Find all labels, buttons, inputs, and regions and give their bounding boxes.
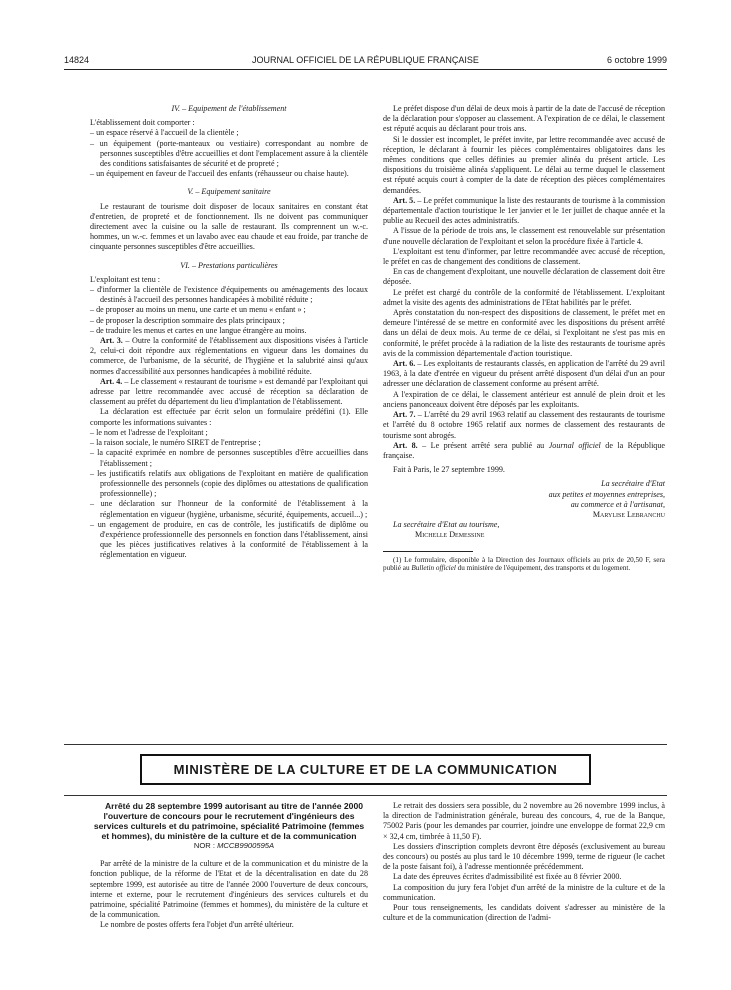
paragraph: La composition du jury fera l'objet d'un arrêté de la ministre de la culture et de la communication. [383,882,665,902]
list-item: – un espace réservé à l'accueil de la clientèle ; [90,128,239,138]
paragraph: Par arrêté de la ministre de la culture et de la communication et du ministre de la fonction publique, de la réforme de l'Etat et de la décentralisation en date du 28 septembre 1999, est autorisée au titre de l'année 2000 l'ouverture de deux concours, interne et externe, pour le recrutement d'ingénieurs des services culturels et du patrimoine, spécialité Patrimoine (femmes et hommes), du ministère de la culture et de la communication. [90,859,368,920]
list-item: – les justificatifs relatifs aux obligations de l'exploitant en matière de qualification professionnelle des personnels (copie des diplômes ou attestations de qualification professionnelle) ; [90,468,368,499]
list-item: – un engagement de produire, en cas de contrôle, les justificatifs de diplôme ou d'expérience professionnelle des personnels en fonction dans l'établissement, ainsi que les pièces justificatives relatives à la conformité de l'établissement à la réglementation en vigueur. [90,519,368,560]
paragraph: A l'issue de la période de trois ans, le classement est renouvelable sur présentation d'une nouvelle déclaration de l'exploitant et selon la procédure fixée à l'article 4. [383,226,665,246]
left-column [90,104,368,561]
paragraph: Les dossiers d'inscription complets devront être déposés (exclusivement au bureau des concours) ou postés au plus tard le 10 décembre 1999, terme de rigueur (le cachet de la poste faisant foi), à l'adresse mentionnée précédemment. [383,841,665,872]
paragraph: En cas de changement d'exploitant, une nouvelle déclaration de classement doit être déposée. [383,267,665,287]
list-item: – un équipement (porte-manteaux ou vestiaire) correspondant au nombre de personnes susceptibles d'être accueillies et dont l'emplacement assure à la clientèle des conditions satisfaisantes de sécurité et de propreté ; [90,138,368,169]
article-text: – Les exploitants de restaurants classés, en application de l'arrêté du 29 avril 1963, à la date d'entrée en vigueur du présent arrêté disposent d'un délai d'un an pour adresser une déclaration de classement conforme au présent arrêté. [383,359,665,389]
article-text: – L'arrêté du 29 avril 1963 relatif au classement des restaurants de tourisme et l'arrêté du 8 octobre 1965 relatif aux normes de classement des restaurants de tourisme sont abrogés. [383,410,666,440]
page-number: 14824 [64,55,90,65]
list-item: – le nom et l'adresse de l'exploitant ; [90,427,208,437]
journal-name: Journal officiel [548,440,601,450]
article-4 [90,377,368,408]
list-item: – la raison sociale, le numéro SIRET de l'entreprise ; [90,438,261,448]
article-label: Art. 4. [100,376,123,386]
list-item: – une déclaration sur l'honneur de la conformité de l'établissement à la réglementation en vigueur (hygiène, urbanisme, sécurité, équipements, accueil...) ; [90,499,368,519]
ministry-rule-top [64,744,667,745]
section-5-title: V. – Equipement sanitaire [187,187,271,197]
footnote-rule [383,551,473,552]
page-header [64,55,667,69]
list-item: – la capacité exprimée en nombre de personnes susceptibles d'être accueillies dans l'établissement ; [90,448,368,468]
section-4-title: IV. – Equipement de l'établissement [171,104,287,113]
article-3 [90,336,368,377]
list-item: – un équipement en faveur de l'accueil des enfants (réhausseur ou chaise haute). [90,169,349,179]
paragraph: Le retrait des dossiers sera possible, du 2 novembre au 26 novembre 1999 inclus, à la direction de l'administration générale, bureau des concours, 4, rue de la Banque, 75002 Paris (pour les demandes par courrier, joindre une enveloppe de format 22,9 cm × 32,4 cm, timbrée à 11,50 F). [383,801,665,841]
article-text: – Le présent arrêté sera publié au [417,440,549,450]
header-rule [64,69,667,70]
article-text: – Le classement « restaurant de tourisme » est demandé par l'exploitant qui adresse par lettre recommandée avec accusé de réception sa déclaration de classement au préfet du département du lieu d'implantation de l'établissement. [90,376,368,407]
article-text: de la République française. [383,440,665,460]
article-text: – Le préfet communique la liste des restaurants de tourisme à la commission départementale d'action touristique le 1er janvier et le 1er juillet de chaque année et la publie au Recueil des actes administratifs. [383,195,666,226]
ministry-banner: MINISTÈRE DE LA CULTURE ET DE LA COMMUNICATION [140,754,591,785]
list-item: – d'informer la clientèle de l'existence d'équipements ou aménagements des locaux destinés à l'accueil des personnes handicapées à mobilité réduite ; [90,285,368,305]
section-5-text: Le restaurant de tourisme doit disposer de locaux sanitaires en constant état d'entretien, de propreté et de fonctionnement. Ils ne doivent pas communiquer directement avec la cuisine ou la salle de restaurant. Ils comprennent un w.-c. hommes, un w.-c. femmes et un lavabo avec eau chaude et eau froide, par tranche de cinquante personnes susceptibles d'être accueillies. [90,201,368,252]
article-text: – Outre la conformité de l'établissement aux dispositions visées à l'article 2, celui-ci doit répondre aux réglementations en vigueur dans les domaines du commerce, de l'urbanisme, de la sécurité, de l'hygiène et la salubrité ainsi qu'aux normes d'accessibilité aux personnes handicapées à mobilité réduite. [90,336,369,376]
footnote: (1) Le formulaire, disponible à la Direction des Journaux officiels au prix de 20,50 F, sera publié au Bulletin officiel du ministère de l'équipement, des transports et du logement. [383,555,665,573]
paragraph: Pour tous renseignements, les candidats doivent s'adresser au ministère de la culture et de la communication (direction de l'admi- [383,903,665,923]
paragraph: Le préfet est chargé du contrôle de la conformité de l'établissement. L'exploitant admet la visite des agents des administrations de l'Etat habilités par le préfet. [383,287,665,307]
issue-date: 6 octobre 1999 [606,55,667,65]
decree-title: Arrêté du 28 septembre 1999 autorisant au titre de l'année 2000 l'ouverture de concours pour le recrutement d'ingénieurs des services culturels et du patrimoine, spécialité Patrimoine (femmes et hommes), du ministère de la culture et de la communication [93,801,365,841]
paragraph: Le préfet dispose d'un délai de deux mois à partir de la date de l'accusé de réception de la déclaration pour s'opposer au classement. A l'expiration de ce délai, le classement est réputé acquis au déclarant pour trois ans. [383,104,665,134]
nor-reference: NOR : MCCB9900595A [193,841,275,850]
signatory-name: Marylise Lebranchu [592,509,665,519]
paragraph: Si le dossier est incomplet, le préfet invite, par lettre recommandée avec accusé de réception, le déclarant à fournir les pièces complémentaires obligatoires dans les mêmes conditions que celles définies au premier alinéa du présent article. Les dispositions du troisième alinéa s'appliquent. Le délai au terme duquel le classement est réputé acquis court à compter de la date de réception des pièces complémentaires demandées. [383,134,665,195]
article-7 [383,410,665,441]
signatory-title: La secrétaire d'Etat [601,479,665,489]
signing-place-date: Fait à Paris, le 27 septembre 1999. [393,465,505,475]
signatory-name: Michelle Demessine [415,530,485,540]
article-label: Art. 5. [393,195,416,205]
section-4-intro: L'établissement doit comporter : [90,118,195,128]
paragraph: A l'expiration de ce délai, le classement antérieur est annulé de plein droit et les anciens panonceaux doivent être déposés par les exploitants. [383,389,665,409]
section-6-title: VI. – Prestations particulières [180,260,278,270]
decree-right-column [383,801,665,923]
article-6 [383,359,665,390]
article-8 [383,441,665,461]
article-label: Art. 6. [393,359,416,369]
signatory-title: La secrétaire d'Etat au tourisme, [393,520,500,530]
paragraph: La déclaration est effectuée par écrit selon un formulaire prédéfini (1). Elle comporte les informations suivantes : [90,407,368,427]
signatory-title: au commerce et à l'artisanat, [570,499,665,509]
paragraph: Après constatation du non-respect des dispositions de classement, le préfet met en demeure l'intéressé de se mettre en conformité avec les dispositions du présent arrêté dans un délai de deux mois. Au terme de ce délai, si l'exploitant ne s'est pas mis en conformité, le préfet procède à la radiation de la liste des restaurants de tourisme après avis de la commission départementale d'action touristique. [383,308,665,358]
signatory-title: aux petites et moyennes entreprises, [548,489,665,499]
article-label: Art. 3. [100,336,123,346]
article-5 [383,196,665,227]
article-label: Art. 7. [393,410,416,420]
decree-left-column [90,801,368,931]
article-label: Art. 8. [393,440,418,450]
journal-title: JOURNAL OFFICIEL DE LA RÉPUBLIQUE FRANÇAISE [252,55,479,65]
list-item: – de proposer la description sommaire des plats principaux ; [90,315,285,325]
right-column [383,104,665,573]
list-item: – de proposer au moins un menu, une carte et un menu « enfant » ; [90,305,306,315]
section-6-intro: L'exploitant est tenu : [90,274,161,284]
ministry-rule-bottom [64,795,667,796]
paragraph: La date des épreuves écrites d'admissibilité est fixée au 8 février 2000. [393,872,622,882]
paragraph: Le nombre de postes offerts fera l'objet d'un arrêté ultérieur. [100,920,294,930]
list-item: – de traduire les menus et cartes en une langue étrangère au moins. [90,325,307,335]
paragraph: L'exploitant est tenu d'informer, par lettre recommandée avec accusé de réception, le préfet en cas de changement des conditions de classement. [383,246,665,267]
